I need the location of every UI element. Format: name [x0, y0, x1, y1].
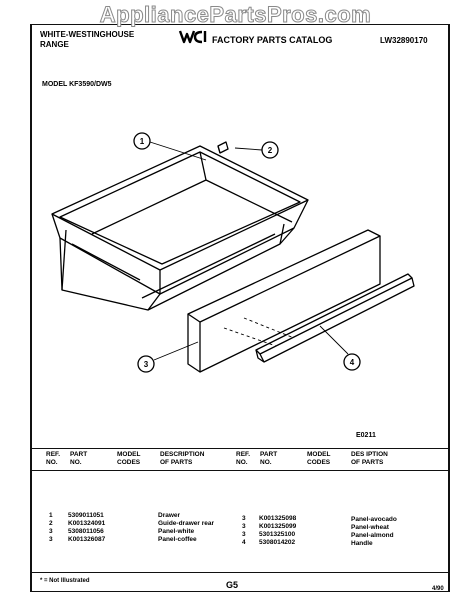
table-row-ref: 4 [242, 539, 246, 546]
drawer-panel-drawing [188, 230, 380, 372]
page-number: G5 [226, 580, 239, 590]
drawer-handle-drawing [256, 274, 414, 362]
exploded-parts-diagram [30, 110, 450, 430]
table-top-rule [30, 448, 450, 449]
header-model-codes-right: MODEL CODES [307, 451, 331, 466]
drawer-guide-drawing [218, 142, 228, 153]
callout-label-1: 1 [139, 137, 145, 146]
table-row-part: 5309011051 [68, 512, 104, 519]
table-row-ref: 3 [49, 536, 53, 543]
table-row-desc: Drawer [158, 512, 181, 519]
table-row-ref: 3 [49, 528, 53, 535]
table-row-part: K001326087 [68, 536, 106, 543]
drawer-drawing [52, 146, 308, 310]
callout-label-2: 2 [267, 146, 273, 155]
diagram-code: E0211 [356, 432, 376, 439]
table-row-ref: 2 [49, 520, 53, 527]
table-row-desc: Panel-white [158, 528, 195, 535]
table-row-desc: Panel-wheat [351, 524, 389, 531]
not-illustrated-note: * = Not Illustrated [40, 578, 90, 584]
table-bottom-rule [30, 572, 450, 573]
header-description: DESCRIPTION OF PARTS [160, 451, 205, 466]
table-row-part: 5308011056 [68, 528, 104, 535]
header-ref-no: REF. NO. [46, 451, 61, 466]
revision-date: 4/90 [432, 586, 444, 592]
table-row-ref: 3 [242, 531, 246, 538]
header-part-no-right: PART NO. [260, 451, 278, 466]
header-model-codes: MODEL CODES [117, 451, 141, 466]
table-row-ref: 3 [242, 515, 246, 522]
header-description-right: DES IPTION OF PARTS [351, 451, 388, 466]
table-row-desc: Panel-coffee [158, 536, 197, 543]
table-row-desc: Panel-avocado [351, 516, 397, 523]
table-row-part: 5308014202 [259, 539, 296, 546]
catalog-title: FACTORY PARTS CATALOG [212, 35, 333, 45]
header-ref-no-right: REF. NO. [236, 451, 251, 466]
product-name: RANGE [40, 40, 69, 49]
table-row-desc: Panel-almond [351, 532, 394, 539]
brand-name: WHITE-WESTINGHOUSE [40, 30, 135, 39]
table-row-desc: Handle [351, 540, 373, 547]
callout-label-3: 3 [143, 360, 149, 369]
wci-logo-icon [178, 28, 208, 44]
table-row-ref: 3 [242, 523, 246, 530]
table-row-part: 5301325100 [259, 531, 296, 538]
brand-block [40, 30, 134, 50]
header-part-no: PART NO. [70, 451, 88, 466]
model-label: MODEL KF3590/DW5 [42, 81, 112, 88]
table-row-part: K001325099 [259, 523, 297, 530]
table-row-part: K001324091 [68, 520, 106, 527]
table-header-rule [30, 470, 450, 471]
table-row-part: K001325098 [259, 515, 297, 522]
table-row-ref: 1 [49, 512, 53, 519]
catalog-code: LW32890170 [380, 36, 428, 45]
callout-label-4: 4 [349, 358, 355, 367]
watermark-text: AppliancePartsPros.com [99, 2, 372, 27]
table-row-desc: Guide-drawer rear [158, 520, 214, 527]
